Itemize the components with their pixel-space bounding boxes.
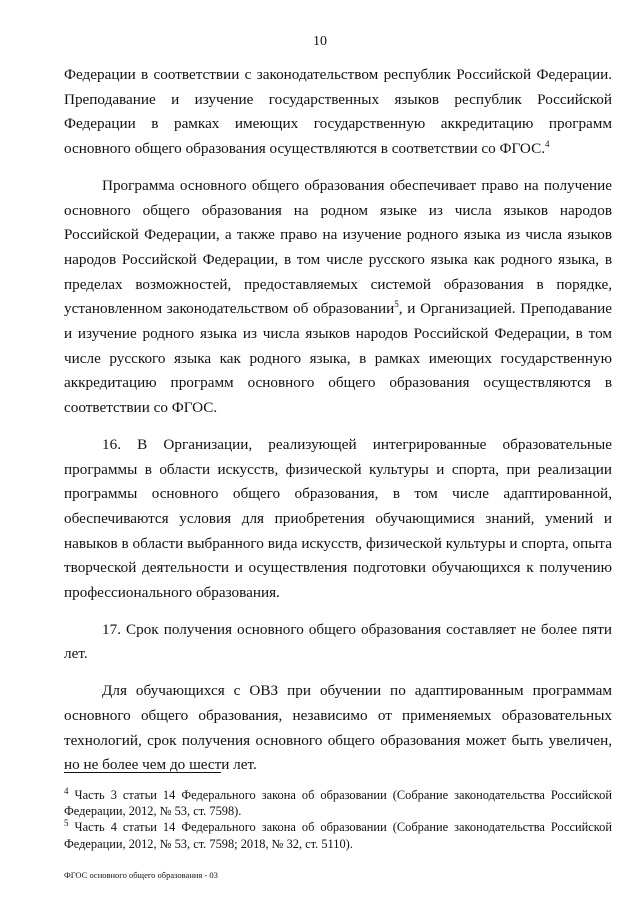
footnote-5-text: Часть 4 статьи 14 Федерального закона об образовании (Собрание законодательства Российской Федерации, 2012, № 53, ст. 7598; 2018, № 32, ст. 5110). (64, 820, 612, 851)
page-number: 10 (313, 34, 327, 49)
paragraph-ovz: Для обучающихся с ОВЗ при обучении по адаптированным программам основного общего образования, независимо от применяемых образовательных технологий, срок получения основного общего образования может быть увеличен, но не более чем до шести лет. (64, 682, 612, 774)
paragraph-2-text-b: , и Организацией. Преподавание и изучение родного языка из числа языков народов Российской Федерации, в том числе русского языка как родного языка, в рамках имеющих государственную аккредитацию программ основного общего образования осуществляются в соответствии со ФГОС. (64, 300, 612, 417)
footnote-5-marker: 5 (64, 818, 69, 829)
paragraph-clause-16: 16. В Организации, реализующей интегрированные образовательные программы в области искусств, физической культуры и спорта, при реализации программы основного общего образования, в том числе адаптированной, обеспечиваются условия для приобретения обучающимися знаний, умений и навыков в области выбранного вида искусств, физической культуры и спорта, опыта творческой деятельности и осуществления подготовки обучающихся к получению профессионального образования. (64, 435, 612, 602)
paragraph-1-text: Федерации в соответствии с законодательством республик Российской Федерации. Преподавание и изучение государственных языков республик Российской Федерации в рамках имеющих государственную аккредитацию программ основного общего образования осуществляются в соответствии со ФГОС. (64, 66, 612, 158)
footnote-divider (64, 772, 221, 773)
footnote-4-marker: 4 (64, 785, 69, 796)
paragraph-2 (64, 174, 612, 421)
footnote-4 (64, 787, 612, 819)
footnote-5 (64, 819, 612, 851)
document-footer: ФГОС основного общего образования - 03 (64, 870, 218, 880)
footnote-ref-5[interactable]: 5 (394, 299, 399, 310)
body-text (64, 63, 612, 778)
paragraph-1 (64, 63, 612, 162)
footnotes (64, 787, 612, 852)
paragraph-2-text-a: Программа основного общего образования обеспечивает право на получение основного общего образования на родном языке из числа языков народов Российской Федерации, а также право на изучение родного языка из числа языков народов Российской Федерации, в том числе русского языка как родного языка, в пределах возможностей, предоставляемых системой образования в порядке, установленном законодательством об образовании (64, 176, 612, 318)
footnote-4-text: Часть 3 статьи 14 Федерального закона об образовании (Собрание законодательства Российской Федерации, 2012, № 53, ст. 7598). (64, 788, 612, 819)
paragraph-clause-17: 17. Срок получения основного общего образования составляет не более пяти лет. (64, 620, 612, 663)
footnote-ref-4[interactable]: 4 (545, 139, 550, 150)
